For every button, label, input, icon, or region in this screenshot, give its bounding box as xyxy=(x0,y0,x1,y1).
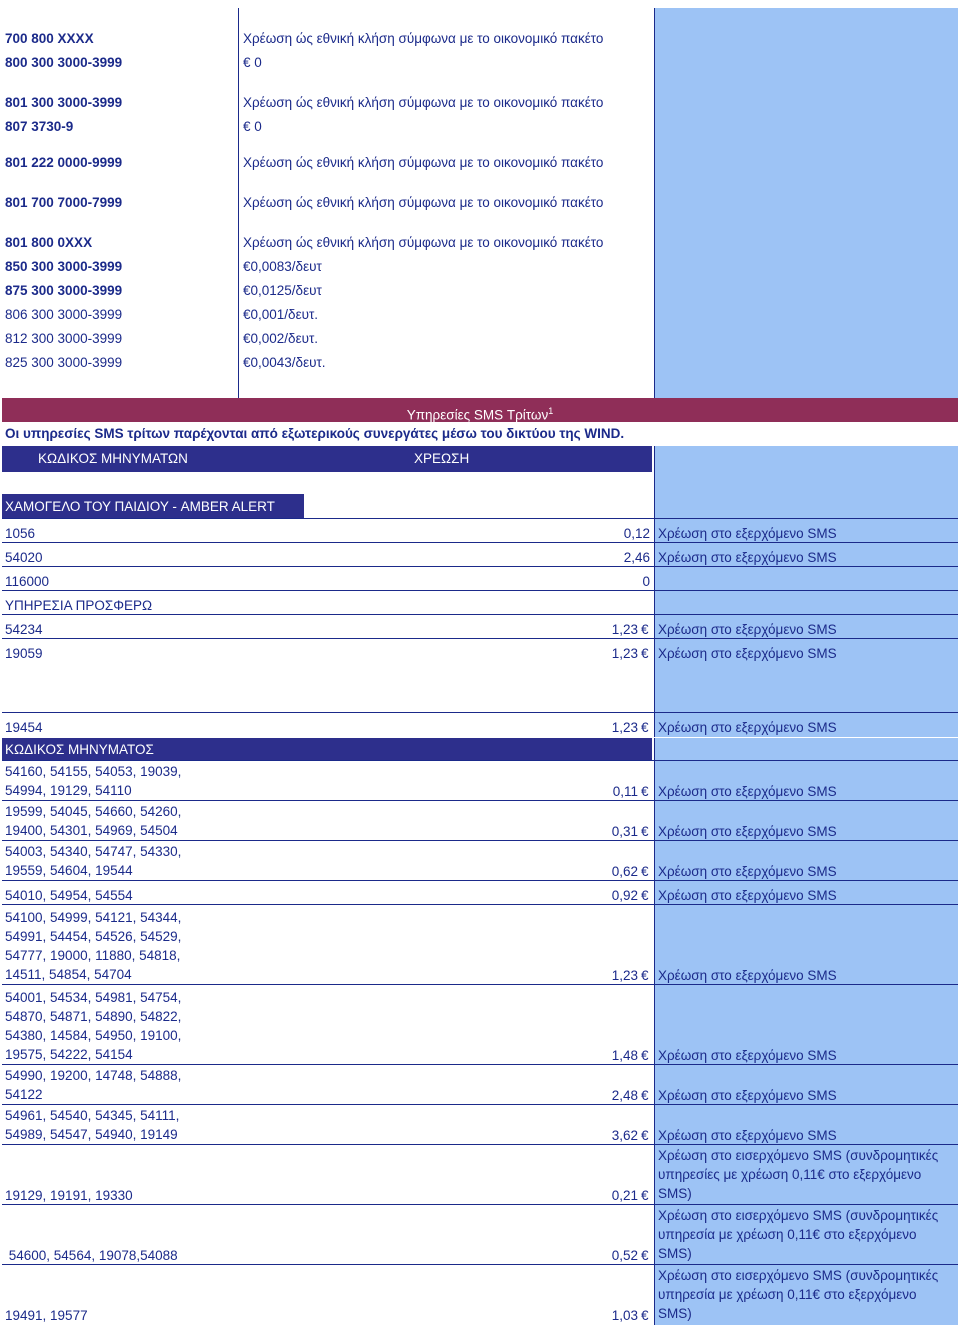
blue-column-cell xyxy=(654,172,958,212)
sms-desc: Χρέωση στο εξερχόμενο SMS xyxy=(654,881,958,905)
sms-code: 54234 xyxy=(5,622,43,637)
blue-column-cell xyxy=(654,591,958,615)
sms-note-row xyxy=(2,422,958,444)
euro-sign: € xyxy=(641,1188,649,1203)
euro-sign: € xyxy=(243,283,251,298)
sms-row xyxy=(2,1204,958,1265)
number-code: 801 300 3000-3999 xyxy=(5,95,123,110)
charge-value: 0 xyxy=(254,55,262,70)
sms-value: 1,23 xyxy=(611,968,638,983)
sms-desc: Χρέωση στο εξερχόμενο SMS xyxy=(654,1065,958,1105)
sms-row xyxy=(2,1104,958,1145)
charge-value: 0,002/δευτ. xyxy=(250,331,319,346)
euro-sign: € xyxy=(243,259,251,274)
sms-title: Υπηρεσίες SMS Τρίτων xyxy=(406,407,549,423)
number-code: 825 300 3000-3999 xyxy=(5,355,123,370)
sms-row xyxy=(2,1264,958,1325)
sms-code: 54990, 19200, 14748, 54888, 54122 xyxy=(5,1068,182,1102)
sms-row xyxy=(2,712,958,737)
number-code: 812 300 3000-3999 xyxy=(5,331,123,346)
section-blue-cell xyxy=(2,738,958,760)
sms-title-band xyxy=(2,398,958,422)
sms-row xyxy=(2,566,958,591)
sms-row xyxy=(2,880,958,905)
sms-note: Οι υπηρεσίες SMS τρίτων παρέχονται από εξωτερικούς συνεργάτες μέσω του δικτύου της WIND. xyxy=(5,425,625,441)
sms-row xyxy=(2,760,958,801)
number-code: 801 222 0000-9999 xyxy=(5,155,123,170)
col-header-charge: ΧΡΕΩΣΗ xyxy=(414,451,470,466)
euro-sign: € xyxy=(641,720,649,735)
charge-value: 0,0125/δευτ xyxy=(250,283,322,298)
sms-row xyxy=(2,1064,958,1105)
blue-column-cell xyxy=(654,662,958,712)
number-row xyxy=(2,48,958,72)
euro-sign: € xyxy=(641,1048,649,1063)
section-title: ΧΑΜΟΓΕΛΟ ΤΟΥ ΠΑΙΔΙΟΥ - AMBER ALERT xyxy=(5,499,275,514)
spacer-row xyxy=(2,472,958,494)
number-code: 850 300 3000-3999 xyxy=(5,259,123,274)
blue-column-cell xyxy=(654,324,958,348)
sms-desc: Χρέωση στο εξερχόμενο SMS xyxy=(654,905,958,985)
euro-sign: € xyxy=(243,119,251,134)
euro-sign: € xyxy=(641,864,649,879)
blue-column-cell xyxy=(654,446,958,472)
euro-sign: € xyxy=(641,784,649,799)
number-charge xyxy=(238,112,654,136)
number-code: 806 300 3000-3999 xyxy=(5,307,123,322)
number-row xyxy=(2,172,958,212)
blue-column-cell xyxy=(654,472,958,494)
sms-value: 0 xyxy=(642,574,650,589)
sms-desc: Χρέωση στο εξερχόμενο SMS xyxy=(654,1105,958,1145)
sms-value: 0,21 xyxy=(611,1188,638,1203)
number-code: 807 3730-9 xyxy=(5,119,74,134)
sms-value: 2,46 xyxy=(623,550,650,565)
sms-code: 54600, 54564, 19078,54088 xyxy=(5,1248,178,1263)
euro-sign: € xyxy=(641,888,649,903)
sms-value: 0,52 xyxy=(611,1248,638,1263)
number-code: 801 700 7000-7999 xyxy=(5,195,123,210)
number-row xyxy=(2,252,958,276)
sms-code: 1056 xyxy=(5,526,36,541)
sms-desc xyxy=(654,567,958,591)
sms-row xyxy=(2,1144,958,1205)
number-row xyxy=(2,112,958,136)
spacer-row xyxy=(2,372,958,398)
euro-sign: € xyxy=(641,824,649,839)
number-code: 801 800 0XXX xyxy=(5,235,93,250)
sms-value: 1,23 xyxy=(611,622,638,637)
sms-code: 19599, 54045, 54660, 54260, 19400, 54301, 54969, 54504 xyxy=(5,804,182,838)
sms-code: 54160, 54155, 54053, 19039, 54994, 19129, 54110 xyxy=(5,764,182,798)
blue-column-cell xyxy=(654,738,958,760)
number-code: 700 800 XXXX xyxy=(5,31,94,46)
section-prosfero xyxy=(2,590,958,615)
number-charge xyxy=(238,276,654,300)
sms-row xyxy=(2,614,958,639)
euro-sign: € xyxy=(641,622,649,637)
sms-code: 19454 xyxy=(5,720,43,735)
sms-value: 0,11 xyxy=(612,784,638,799)
blue-column-cell xyxy=(654,136,958,172)
number-charge: Χρέωση ώς εθνική κλήση σύμφωνα με το οικονομικό πακέτο xyxy=(238,172,654,212)
number-charge xyxy=(238,348,654,372)
sms-code: 19059 xyxy=(5,646,43,661)
sms-code: 54961, 54540, 54345, 54111, 54989, 54547, 54940, 19149 xyxy=(5,1108,180,1142)
euro-sign: € xyxy=(641,968,649,983)
number-charge xyxy=(238,300,654,324)
sms-row xyxy=(2,542,958,567)
euro-sign: € xyxy=(243,331,251,346)
charge-value: 0 xyxy=(254,119,262,134)
euro-sign: € xyxy=(243,55,251,70)
sms-value: 2,48 xyxy=(611,1088,638,1103)
number-charge: Χρέωση ώς εθνική κλήση σύμφωνα με το οικονομικό πακέτο xyxy=(238,72,654,112)
sms-row xyxy=(2,638,958,663)
euro-sign: € xyxy=(243,307,251,322)
charge-value: 0,0043/δευτ. xyxy=(250,355,326,370)
sms-desc: Χρέωση στο εξερχόμενο SMS xyxy=(654,985,958,1065)
blue-column-cell xyxy=(654,494,958,518)
sms-value: 3,62 xyxy=(611,1128,638,1143)
euro-sign: € xyxy=(243,355,251,370)
sms-row xyxy=(2,518,958,543)
charge-value: 0,001/δευτ. xyxy=(250,307,319,322)
blue-column-cell xyxy=(654,72,958,112)
sms-desc: Χρέωση στο εξερχόμενο SMS xyxy=(654,543,958,567)
section-title: ΥΠΗΡΕΣΙΑ ΠΡΟΣΦΕΡΩ xyxy=(5,598,153,613)
number-charge xyxy=(238,252,654,276)
euro-sign: € xyxy=(641,1308,649,1323)
euro-sign: € xyxy=(641,1088,649,1103)
number-row xyxy=(2,136,958,172)
sms-code: 116000 xyxy=(5,574,50,589)
section-blue-cell xyxy=(2,494,958,518)
sms-desc: Χρέωση στο εξερχόμενο SMS xyxy=(654,519,958,543)
sms-value: 1,23 xyxy=(611,720,638,735)
sms-desc: Χρέωση στο εξερχόμενο SMS xyxy=(654,639,958,663)
number-row xyxy=(2,348,958,372)
sms-row xyxy=(2,840,958,881)
sms-code: 54001, 54534, 54981, 54754, 54870, 54871, 54890, 54822, 54380, 14584, 54950, 19100, 19575, 54222, 54154 xyxy=(5,990,182,1062)
number-charge: Χρέωση ώς εθνική κλήση σύμφωνα με το οικονομικό πακέτο xyxy=(238,212,654,252)
blue-column-cell xyxy=(654,372,958,398)
euro-sign: € xyxy=(641,1248,649,1263)
sms-code: 54100, 54999, 54121, 54344, 54991, 54454, 54526, 54529, 54777, 19000, 11880, 54818, 14511, 54854, 54704 xyxy=(5,910,182,982)
number-row xyxy=(2,324,958,348)
empty-cell xyxy=(238,372,654,398)
number-code: 875 300 3000-3999 xyxy=(5,283,123,298)
blue-column-cell xyxy=(654,112,958,136)
spacer-row xyxy=(2,662,958,712)
sms-header-blue-cell xyxy=(2,446,958,472)
sms-row xyxy=(2,904,958,985)
number-charge: Χρέωση ώς εθνική κλήση σύμφωνα με το οικονομικό πακέτο xyxy=(238,136,654,172)
blue-column-cell xyxy=(654,276,958,300)
sms-value: 0,31 xyxy=(611,824,638,839)
number-charge xyxy=(238,324,654,348)
blue-column-cell xyxy=(654,8,958,48)
sms-desc: Χρέωση στο εισερχόμενο SMS (συνδρομητικές υπηρεσία με χρέωση 0,11€ στο εξερχόμενο SMS) xyxy=(654,1265,958,1325)
sms-code: 19129, 19191, 19330 xyxy=(5,1188,133,1203)
sms-desc: Χρέωση στο εξερχόμενο SMS xyxy=(654,841,958,881)
blue-column-cell xyxy=(654,48,958,72)
sms-desc: Χρέωση στο εξερχόμενο SMS xyxy=(654,615,958,639)
number-code: 800 300 3000-3999 xyxy=(5,55,123,70)
sms-code: 19491, 19577 xyxy=(5,1308,88,1323)
sms-code: 54020 xyxy=(5,550,43,565)
sms-title-footnote: 1 xyxy=(548,406,554,416)
section-title: ΚΩΔΙΚΟΣ ΜΗΝΥΜΑΤΟΣ xyxy=(5,742,154,757)
number-row xyxy=(2,72,958,112)
sms-desc: Χρέωση στο εξερχόμενο SMS xyxy=(654,713,958,737)
number-charge: Χρέωση ώς εθνική κλήση σύμφωνα με το οικονομικό πακέτο xyxy=(238,8,654,48)
euro-sign: € xyxy=(641,1128,649,1143)
sms-code: 54010, 54954, 54554 xyxy=(5,888,133,903)
number-charge xyxy=(238,48,654,72)
sms-desc: Χρέωση στο εξερχόμενο SMS xyxy=(654,801,958,841)
sms-value: 1,23 xyxy=(611,646,638,661)
charge-value: 0,0083/δευτ xyxy=(250,259,322,274)
number-row xyxy=(2,276,958,300)
sms-desc: Χρέωση στο εξερχόμενο SMS xyxy=(654,761,958,801)
sms-value: 0,12 xyxy=(623,526,650,541)
sms-code: 54003, 54340, 54747, 54330, 19559, 54604, 19544 xyxy=(5,844,182,878)
blue-column-cell xyxy=(654,212,958,252)
sms-desc: Χρέωση στο εισερχόμενο SMS (συνδρομητικές υπηρεσίες με χρέωση 0,11€ στο εξερχόμενο SMS) xyxy=(654,1145,958,1205)
number-row xyxy=(2,8,958,48)
euro-sign: € xyxy=(641,646,649,661)
sms-value: 0,92 xyxy=(611,888,638,903)
sms-row xyxy=(2,984,958,1065)
sms-row xyxy=(2,800,958,841)
sms-value: 1,03 xyxy=(611,1308,638,1323)
blue-column-cell xyxy=(654,348,958,372)
blue-column-cell xyxy=(654,252,958,276)
number-row xyxy=(2,212,958,252)
sms-value: 0,62 xyxy=(611,864,638,879)
sms-desc: Χρέωση στο εισερχόμενο SMS (συνδρομητικές υπηρεσία με χρέωση 0,11€ στο εξερχόμενο SMS) xyxy=(654,1205,958,1265)
sms-value: 1,48 xyxy=(611,1048,638,1063)
empty-cell xyxy=(2,372,238,398)
blue-column-cell xyxy=(654,300,958,324)
number-row xyxy=(2,300,958,324)
col-header-code: ΚΩΔΙΚΟΣ ΜΗΝΥΜΑΤΩΝ xyxy=(38,451,188,466)
